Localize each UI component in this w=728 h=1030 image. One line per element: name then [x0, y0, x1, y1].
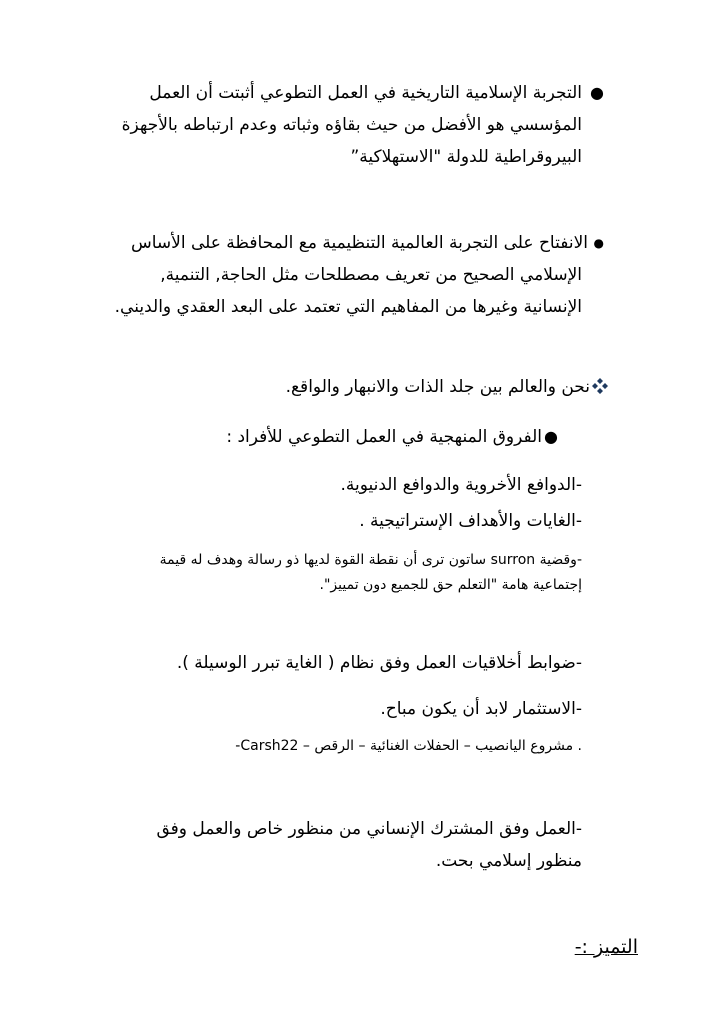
section5-line1: -العمل وفق المشترك الإنساني من منظور خاص والعمل وفق [156, 819, 582, 839]
bullet-dot-icon: ● [544, 427, 558, 446]
bullet-dot-icon: ● [590, 83, 604, 102]
section2-line2: الإسلامي الصحيح من تعريف مصطلحات مثل الحاجة, التنمية, [160, 265, 582, 285]
section4-item2: -الاستثمار لابد أن يكون مباح. [380, 699, 582, 719]
section3-note1: -وقضية surron ساتون ترى أن نقطة القوة لديها ذو رسالة وهدف له قيمة [159, 552, 582, 568]
section2-line1: الانفتاح على التجربة العالمية التنظيمية مع المحافظة على الأساس [130, 233, 588, 253]
diamond-bullet-icon [592, 378, 608, 394]
distinction-heading: التميز :- [574, 936, 638, 958]
section4-note: -Carsh22 – مشروع اليانصيب – الحفلات الغنائية – الرقص . [235, 738, 582, 754]
section3-heading: نحن والعالم بين جلد الذات والانبهار والواقع. [285, 377, 590, 397]
section3-item2: -الغايات والأهداف الإستراتيجية . [359, 511, 582, 531]
section1-line3: البيروقراطية للدولة "الاستهلاكية” [350, 147, 582, 167]
section3-subheading: الفروق المنهجية في العمل التطوعي للأفراد : [226, 427, 542, 447]
section3-item1: -الدوافع الأخروية والدوافع الدنيوية. [340, 475, 582, 495]
section1-line1: التجربة الإسلامية التاريخية في العمل التطوعي أثبتت أن العمل [149, 83, 582, 103]
bullet-dot-icon: ● [593, 236, 604, 250]
section1-line2: المؤسسي هو الأفضل من حيث بقاؤه وثباته وعدم ارتباطه بالأجهزة [121, 115, 582, 135]
section2-line3: الإنسانية وغيرها من المفاهيم التي تعتمد على البعد العقدي والديني. [114, 297, 582, 317]
section4-item1: -ضوابط أخلاقيات العمل وفق نظام ( الغاية تبرر الوسيلة ). [176, 653, 582, 673]
section3-note2: إجتماعية هامة "التعلم حق للجميع دون تمييز". [319, 577, 582, 593]
section5-line2: منظور إسلامي بحت. [435, 851, 582, 871]
